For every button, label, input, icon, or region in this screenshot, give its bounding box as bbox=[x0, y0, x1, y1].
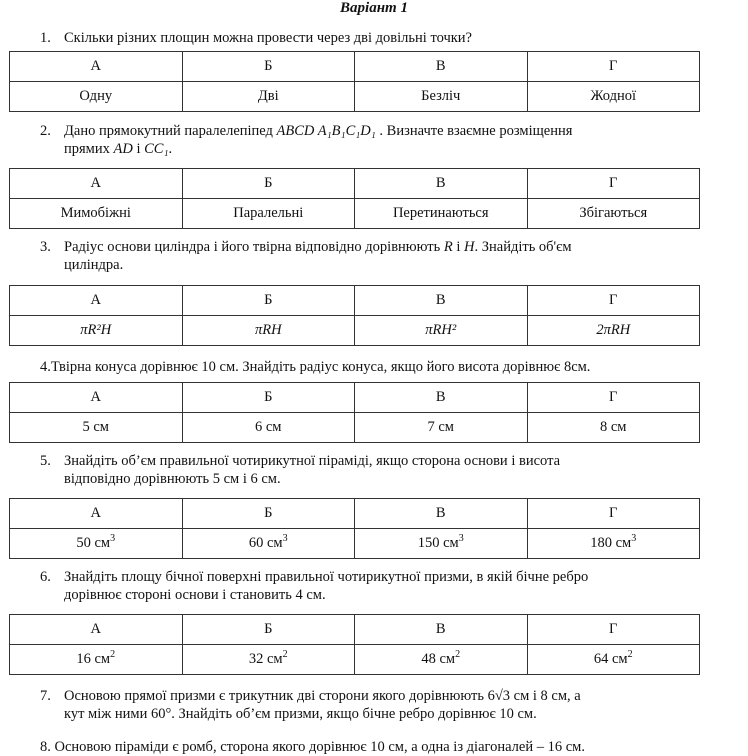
option-answer-v: 48 $см^2$ bbox=[355, 645, 528, 675]
question-5 bbox=[40, 452, 692, 488]
option-letter-a: А bbox=[10, 52, 183, 82]
option-answer-b: 6 см bbox=[182, 413, 355, 443]
height-variable: H bbox=[464, 239, 475, 255]
option-letter-a: А bbox=[10, 383, 183, 413]
question-6 bbox=[40, 568, 692, 604]
option-letter-v: В bbox=[355, 499, 528, 529]
parallelepiped-name: ABCD A₁B₁C₁D₁ bbox=[276, 123, 376, 139]
question-text: прямих bbox=[64, 141, 110, 157]
question-text: Знайдіть об’єм правильної чотирикутної піраміді, якщо сторона основи і висота bbox=[64, 453, 561, 469]
option-letter-a: А bbox=[10, 499, 183, 529]
question-3 bbox=[40, 238, 692, 274]
option-letter-v: В bbox=[355, 615, 528, 645]
option-answer-b: 32 $см^2$ bbox=[182, 645, 355, 675]
question-text: Знайдіть площу бічної поверхні правильної чотирикутної призми, в якій бічне ребро bbox=[64, 569, 589, 585]
option-letter-v: В bbox=[355, 383, 528, 413]
option-answer-b: Дві bbox=[182, 82, 355, 112]
option-answer-a: Одну bbox=[10, 82, 183, 112]
side-length: 6√3 bbox=[487, 688, 511, 704]
answer-table-4 bbox=[9, 382, 700, 443]
option-letter-b: Б bbox=[182, 52, 355, 82]
question-number: 5. bbox=[40, 453, 51, 469]
option-letter-v: В bbox=[355, 52, 528, 82]
option-letter-a: А bbox=[10, 286, 183, 316]
option-answer-v: Перетинаються bbox=[355, 199, 528, 229]
option-answer-a: Мимобіжні bbox=[10, 199, 183, 229]
option-answer-b: Паралельні bbox=[182, 199, 355, 229]
option-answer-b: 60 $см^3$ bbox=[182, 529, 355, 559]
question-number: 1. bbox=[40, 30, 51, 46]
option-letter-g: Г bbox=[527, 383, 700, 413]
question-number: 2. bbox=[40, 123, 51, 139]
option-letter-v: В bbox=[355, 286, 528, 316]
answer-table-1 bbox=[9, 51, 700, 112]
question-7 bbox=[40, 687, 692, 723]
question-text: дорівнює стороні основи і становить 4 см. bbox=[64, 587, 326, 603]
option-answer-v: Безліч bbox=[355, 82, 528, 112]
question-text: . bbox=[168, 141, 173, 157]
line-name: CC₁ bbox=[144, 141, 169, 157]
option-answer-b: πRH bbox=[182, 316, 355, 346]
option-letter-v: В bbox=[355, 169, 528, 199]
question-text: . Визначте взаємне розміщення bbox=[379, 123, 573, 139]
question-text: Основою піраміди є ромб, сторона якого дорівнює 10 см, а одна із діагоналей – 16 см. bbox=[54, 739, 585, 755]
question-text: Дано прямокутний паралелепіпед bbox=[64, 123, 273, 139]
question-number: 6. bbox=[40, 569, 51, 585]
option-letter-a: А bbox=[10, 615, 183, 645]
option-answer-g: 2πRH bbox=[527, 316, 700, 346]
question-number: 3. bbox=[40, 239, 51, 255]
option-answer-g: 64 $см^2$ bbox=[527, 645, 700, 675]
question-number: 4. bbox=[40, 359, 51, 375]
option-letter-g: Г bbox=[527, 286, 700, 316]
question-text: циліндра. bbox=[64, 257, 124, 273]
question-text: Основою прямої призми є трикутник дві сторони якого дорівнюють bbox=[64, 688, 484, 704]
question-text: кут між ними 60°. Знайдіть об’єм призми, якщо бічне ребро дорівнює 10 см. bbox=[64, 706, 537, 722]
option-letter-g: Г bbox=[527, 499, 700, 529]
answer-table-2 bbox=[9, 168, 700, 229]
option-answer-a: πR²H bbox=[10, 316, 183, 346]
question-text: Твірна конуса дорівнює 10 см. Знайдіть радіус конуса, якщо його висота дорівнює 8см. bbox=[50, 359, 591, 375]
question-text: см і 8 см, а bbox=[513, 688, 581, 704]
option-answer-g: 8 см bbox=[527, 413, 700, 443]
answer-table-6 bbox=[9, 614, 700, 675]
option-letter-g: Г bbox=[527, 52, 700, 82]
option-answer-v: πRH² bbox=[355, 316, 528, 346]
option-answer-v: 150 $см^3$ bbox=[355, 529, 528, 559]
question-text: Радіус основи циліндра і його твірна відповідно дорівнюють bbox=[64, 239, 441, 255]
answer-table-3 bbox=[9, 285, 700, 346]
question-text: Скільки різних площин можна провести через дві довільні точки? bbox=[64, 30, 472, 46]
option-letter-a: А bbox=[10, 169, 183, 199]
option-answer-g: Жодної bbox=[527, 82, 700, 112]
question-text: . Знайдіть об'єм bbox=[474, 239, 572, 255]
line-name: AD bbox=[113, 141, 133, 157]
variant-title: Варіант 1 bbox=[340, 0, 408, 16]
question-4 bbox=[40, 358, 692, 376]
question-1 bbox=[40, 29, 692, 47]
option-answer-a: 16 $см^2$ bbox=[10, 645, 183, 675]
question-text: і bbox=[136, 141, 141, 157]
question-text: відповідно дорівнюють 5 см і 6 см. bbox=[64, 471, 281, 487]
option-letter-b: Б bbox=[182, 286, 355, 316]
option-letter-g: Г bbox=[527, 615, 700, 645]
option-answer-a: 5 см bbox=[10, 413, 183, 443]
question-8 bbox=[40, 738, 740, 756]
question-number: 8. bbox=[40, 739, 51, 755]
question-number: 7. bbox=[40, 688, 51, 704]
option-answer-g: 180 $см^3$ bbox=[527, 529, 700, 559]
answer-table-5 bbox=[9, 498, 700, 559]
option-answer-v: 7 см bbox=[355, 413, 528, 443]
option-letter-b: Б bbox=[182, 383, 355, 413]
option-letter-g: Г bbox=[527, 169, 700, 199]
question-2 bbox=[40, 122, 692, 158]
option-letter-b: Б bbox=[182, 499, 355, 529]
option-answer-g: Збігаються bbox=[527, 199, 700, 229]
option-letter-b: Б bbox=[182, 169, 355, 199]
radius-variable: R bbox=[443, 239, 453, 255]
question-text: і bbox=[456, 239, 461, 255]
option-letter-b: Б bbox=[182, 615, 355, 645]
option-answer-a: 50 $см^3$ bbox=[10, 529, 183, 559]
